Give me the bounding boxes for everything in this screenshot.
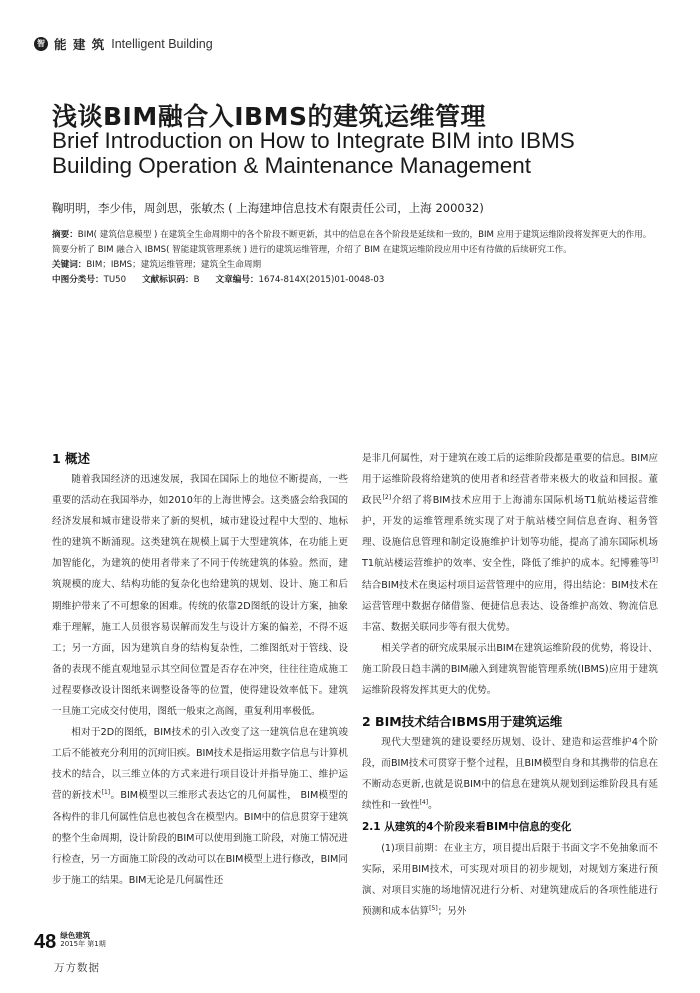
clc-label: 中图分类号： — [52, 275, 104, 285]
article-title-en — [52, 128, 672, 178]
paragraph-text: 是非几何属性，对于建筑在竣工后的运维阶段都是重要的信息。BIM应用于运维阶段将给建筑的使用者和经营者带来极大的收益和回报。董政民 — [362, 453, 658, 507]
header-section-en: Intelligent Building — [111, 37, 213, 51]
body-paragraph — [362, 732, 658, 816]
paragraph-text: 结合BIM技术在奥运村项目运营管理中的应用，得出结论：BIM技术在运营管理中数据存储借鉴、便捷信息表达、设备维护高效、物流信息丰富、数据关联同步等有很大优势。 — [362, 579, 658, 633]
section-spacer — [362, 701, 658, 711]
keywords-row — [52, 258, 652, 273]
clc-field — [52, 273, 126, 288]
paragraph-text: 。BIM模型以三维形式表达它的几何属性， BIM模型的各构件的非几何属性信息也被包含在模型内。BIM中的信息贯穿于建筑的整个生命周期，设计阶段的BIM可以使用到施工阶段，对施工情况进行检查，另一方面施工阶段的改动可以在BIM模型上进行修改，BIM同步于施工的结果。BIM无论是几何属性还 — [52, 790, 348, 886]
journal-name: 绿色建筑 — [60, 931, 91, 940]
body-paragraph — [52, 722, 348, 891]
abstract-label: 摘要： — [52, 230, 78, 240]
doc-code-label: 文献标识码： — [142, 275, 194, 285]
paragraph-text: ；另外 — [437, 905, 467, 917]
body-paragraph: 随着我国经济的迅速发展，我国在国际上的地位不断提高，一些重要的活动在我国举办，如2010年的上海世博会。这类盛会给我国的经济发展和城市建设带来了新的契机，城市建设过程中大型的、地标性的建筑不断涌现。这类建筑在规模上属于大型建筑体，在功能上更加智能化，为建筑的使用者带来了不同于传统建筑的体验。然而，建筑规模的庞大、结构功能的复杂化也给建筑的规划、设计、施工和后期维护带来了不可想象的困难。传统的依靠2D图纸的设计方案，抽象难于理解，施工人员很容易误解而发生与设计方案的偏差，不得不返工；另一方面，因为建筑自身的结构复杂性，二维图纸对于管线、设备的表现不能直观地显示其空间位置是否存在冲突，往往往造成施工过程要修改设计图纸来调整设备等的位置，使得建设效率低下。建筑一旦施工完成交付使用，图纸一般束之高阁，重复利用率极低。 — [52, 474, 348, 718]
keywords-text: BIM；IBMS；建筑运维管理；建筑全生命周期 — [86, 260, 262, 270]
paragraph-text: 介绍了将BIM技术应用于上海浦东国际机场T1航站楼运营维护，开发的运维管理系统实现了对于航站楼空间信息查询、租务管理、设施信息管理和制定设施维护计划等功能，提高了浦东国际机场T1航站楼运营维护的效率、安全性，降低了维护的成本。纪博雅等 — [362, 495, 659, 570]
left-column — [52, 448, 348, 891]
paragraph-text: 现代大型建筑的建设要经历规划、设计、建造和运营维护4个阶段，而BIM技术可贯穿于整个过程，且BIM模型自身和其携带的信息在不断动态更新,也就是说BIM中的信息在建筑从规划到运维阶段具有延续性和一致性 — [362, 737, 658, 812]
author-line: 鞠明明，李少伟，周剑思，张敏杰 ( 上海建坤信息技术有限责任公司，上海 200032) — [52, 201, 484, 215]
right-column — [362, 448, 658, 922]
body-paragraph — [362, 448, 658, 638]
header-section-cn: 能 建 筑 — [54, 37, 106, 52]
paragraph-text: 。 — [428, 800, 438, 812]
article-title-cn: 浅谈BIM融合入IBMS的建筑运维管理 — [52, 102, 486, 131]
citation-ref[interactable]: [3] — [649, 557, 658, 565]
citation-ref[interactable]: [2] — [382, 494, 392, 501]
intelligent-building-logo-icon: 智 — [34, 37, 48, 51]
source-watermark: 万方数据 — [54, 962, 100, 974]
journal-info — [60, 931, 106, 949]
citation-ref[interactable]: [1] — [101, 789, 111, 797]
clc-value: TU50 — [103, 275, 127, 285]
citation-ref[interactable]: [5] — [429, 904, 438, 912]
section-heading-2: 2 BIM技术结合IBMS用于建筑运维 — [362, 714, 563, 730]
body-paragraph: 相关学者的研究成果展示出BIM在建筑运维阶段的优势，将设计、施工阶段日趋丰满的BIM融入到建筑智能管理系统(IBMS)应用于建筑运维阶段将发挥其更大的优势。 — [362, 642, 658, 697]
abstract-paragraph — [52, 228, 652, 258]
article-no-field — [216, 273, 385, 288]
article-title-en-line1: Brief Introduction on How to Integrate BIM into IBMS — [52, 128, 575, 153]
abstract-text: BIM( 建筑信息模型 ) 在建筑全生命周期中的各个阶段不断更新，其中的信息在各个阶段是延续和一致的，BIM 应用于建筑运维阶段将发挥更大的作用。简要分析了 BIM 融合入 IBMS( 智能建筑管理系统 ) 进行的建筑运维管理，介绍了 BIM 在建筑运维阶段应用中还有待做的后续研究工作。 — [52, 230, 652, 255]
paragraph-text: (1)项目前期：在业主方，项目提出后限于书面文字不免抽象而不实际，采用BIM技术，可实现对项目的初步规划，对规划方案进行预演、对项目实施的场地情况进行分析、对建筑建成后的各项性能进行预测和成本估算 — [362, 842, 658, 917]
article-no-value: 1674-814X(2015)01-0048-03 — [258, 275, 385, 285]
paragraph-text: 相对于2D的图纸，BIM技术的引入改变了这一建筑信息在建筑竣工后不能被充分利用的沉疴旧疾。BIM技术是指运用数字信息与计算机技术的结合，以三维立体的方式来进行项目设计并指导施工、维护运营的新技术 — [52, 727, 348, 802]
page-footer — [34, 931, 106, 953]
section-heading-1: 1 概述 — [52, 451, 91, 466]
body-paragraph — [362, 838, 658, 922]
abstract-block — [52, 228, 652, 288]
journal-issue: 2015年 第1期 — [60, 940, 106, 948]
article-no-label: 文章编号： — [215, 275, 259, 285]
running-header — [34, 35, 213, 53]
subsection-heading-2-1: 2.1 从建筑的4个阶段来看BIM中信息的变化 — [362, 820, 572, 833]
keywords-label: 关键词： — [52, 260, 87, 270]
citation-ref[interactable]: [4] — [419, 799, 429, 807]
doc-code-value: B — [193, 275, 200, 285]
classification-row — [52, 273, 652, 288]
article-title-en-line2: Building Operation & Maintenance Management — [52, 153, 532, 178]
doc-code-field — [142, 273, 199, 288]
page-number: 48 — [34, 931, 57, 953]
